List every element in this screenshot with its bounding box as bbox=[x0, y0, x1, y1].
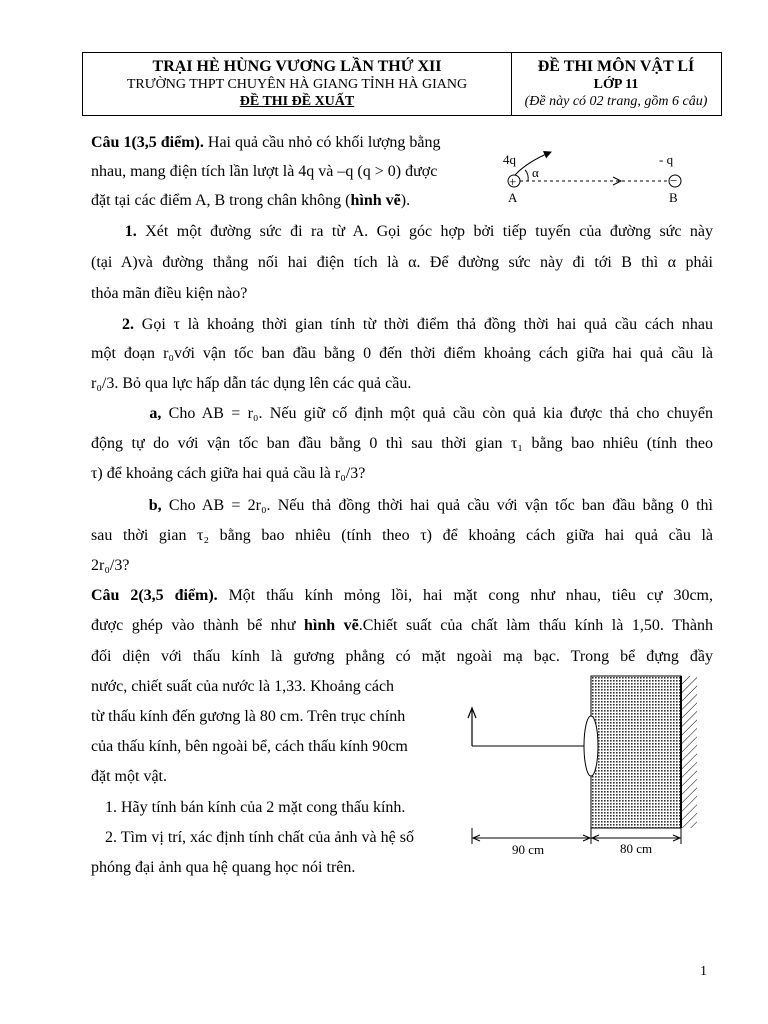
q1-line-3 bbox=[91, 191, 410, 211]
q1-intro-2: nhau, mang điện tích lần lượt là 4q và –q (q > 0) được bbox=[91, 163, 438, 180]
grade-label: LỚP 11 bbox=[593, 77, 639, 92]
q2-title: Câu 2(3,5 điểm). bbox=[91, 587, 218, 604]
q2-text-2a: được ghép vào thành bể như bbox=[91, 617, 304, 634]
page-note: (Đề này có 02 trang, gồm 6 câu) bbox=[524, 94, 708, 109]
q1-a-label: a, bbox=[149, 405, 162, 422]
exam-type: ĐỀ THI ĐỀ XUẤT bbox=[239, 94, 355, 109]
header-left bbox=[83, 53, 512, 115]
water-tank bbox=[591, 676, 681, 828]
q2-line-1 bbox=[91, 586, 713, 606]
q2-text-7: đặt một vật. bbox=[91, 768, 167, 785]
q2-text-6: của thấu kính, bên ngoài bể, cách thấu kính 90cm bbox=[91, 738, 408, 755]
q1-b-line-1 bbox=[91, 496, 713, 516]
q1-p2-text-2: một đoạn r₀với vận tốc ban đầu bằng 0 đến thời điểm khoảng cách giữa hai quả cầu là bbox=[91, 345, 713, 362]
q1-p1-text-1: Xét một đường sức đi ra từ A. Gọi góc hợp bởi tiếp tuyến của đường sức này bbox=[136, 223, 714, 240]
q2-text-2c: .Chiết suất của chất làm thấu kính là 1,50. Thành bbox=[358, 617, 713, 634]
header-right bbox=[511, 53, 721, 115]
charge-a-label: 4q bbox=[503, 152, 516, 167]
q1-a-text-3: τ) để khoảng cách giữa hai quả cầu là r₀/3? bbox=[91, 465, 366, 482]
q2-part-2-line-1: 2. Tìm vị trí, xác định tính chất của ảnh và hệ số bbox=[105, 829, 414, 846]
q1-intro-3a: đặt tại các điểm A, B trong chân không ( bbox=[91, 192, 351, 209]
mirror-hatch bbox=[681, 676, 697, 828]
q2-text-1: Một thấu kính mỏng lồi, hai mặt cong như nhau, tiêu cự 30cm, bbox=[217, 587, 713, 604]
page-number: 1 bbox=[700, 964, 707, 979]
lens bbox=[584, 716, 598, 776]
alpha-label: α bbox=[532, 165, 539, 180]
subject-title: ĐỀ THI MÔN VẬT LÍ bbox=[537, 58, 695, 75]
point-b-label: B bbox=[669, 190, 678, 205]
point-a-label: A bbox=[508, 190, 518, 205]
header-box bbox=[82, 52, 722, 116]
camp-title: TRẠI HÈ HÙNG VƯƠNG LẦN THỨ XII bbox=[152, 58, 442, 75]
q2-text-5: từ thấu kính đến gương là 80 cm. Trên trục chính bbox=[91, 708, 406, 725]
school-name: TRƯỜNG THPT CHUYÊN HÀ GIANG TỈNH HÀ GIANG bbox=[126, 77, 468, 92]
dist-90-label: 90 cm bbox=[512, 842, 545, 857]
q2-text-3: đối diện với thấu kính là gương phẳng có mặt ngoài mạ bạc. Trong bể đựng đầy bbox=[91, 648, 713, 665]
q1-p2-text-1: Gọi τ là khoảng thời gian tính từ thời điểm thả đồng thời hai quả cầu cách nhau bbox=[134, 316, 714, 333]
q2-line-2 bbox=[91, 616, 713, 636]
q1-title: Câu 1(3,5 điểm). bbox=[91, 134, 204, 151]
plus-sign: + bbox=[509, 174, 517, 189]
q1-p1-text-3: thỏa mãn điều kiện nào? bbox=[91, 285, 248, 302]
q1-p2-num: 2. bbox=[122, 316, 135, 333]
q1-p1-line-1 bbox=[91, 222, 713, 242]
lens-tank-figure bbox=[460, 668, 710, 868]
q2-part-2-line-2: phóng đại ảnh qua hệ quang học nói trên. bbox=[91, 859, 356, 876]
dist-80-label: 80 cm bbox=[620, 841, 653, 856]
q1-b-text-1: Cho AB = 2r₀. Nếu thả đồng thời hai quả cầu với vận tốc ban đầu bằng 0 thì bbox=[161, 497, 714, 514]
q1-intro-1: Hai quả cầu nhỏ có khối lượng bằng bbox=[203, 134, 441, 151]
q2-figure-ref: hình vẽ bbox=[303, 617, 359, 634]
q1-line-1 bbox=[91, 133, 481, 153]
q1-p1-num: 1. bbox=[124, 223, 137, 240]
q1-p1-text-2: (tại A)và đường thẳng nối hai điện tích là α. Để đường sức này đi tới B thì α phải bbox=[91, 254, 713, 271]
charges-figure bbox=[495, 140, 705, 210]
q2-text-4: nước, chiết suất của nước là 1,33. Khoảng cách bbox=[91, 678, 395, 695]
q1-figure-ref: hình vẽ bbox=[350, 192, 401, 209]
q1-p2-text-3: r₀/3. Bỏ qua lực hấp dẫn tác dụng lên các quả cầu. bbox=[91, 375, 412, 392]
q1-b-text-2: sau thời gian τ₂ bằng bao nhiêu (tính theo τ) để khoảng cách giữa hai quả cầu là bbox=[91, 527, 713, 544]
q1-b-text-3: 2r₀/3? bbox=[91, 557, 130, 574]
q1-p2-line-1 bbox=[91, 315, 713, 335]
q1-a-line-1 bbox=[91, 404, 713, 424]
minus-sign: − bbox=[670, 173, 678, 188]
q1-b-label: b, bbox=[148, 497, 162, 514]
q1-a-text-1: Cho AB = r₀. Nếu giữ cố định một quả cầu còn quả kia được thả cho chuyển bbox=[161, 405, 714, 422]
angle-arc bbox=[525, 170, 528, 181]
charge-b-label: - q bbox=[659, 152, 674, 167]
q1-intro-3c: ). bbox=[400, 192, 411, 209]
q1-a-text-2: động tự do với vận tốc ban đầu bằng 0 thì sau thời gian τ₁ bằng bao nhiêu (tính theo bbox=[91, 435, 713, 452]
q2-part-1: 1. Hãy tính bán kính của 2 mặt cong thấu kính. bbox=[105, 799, 406, 816]
